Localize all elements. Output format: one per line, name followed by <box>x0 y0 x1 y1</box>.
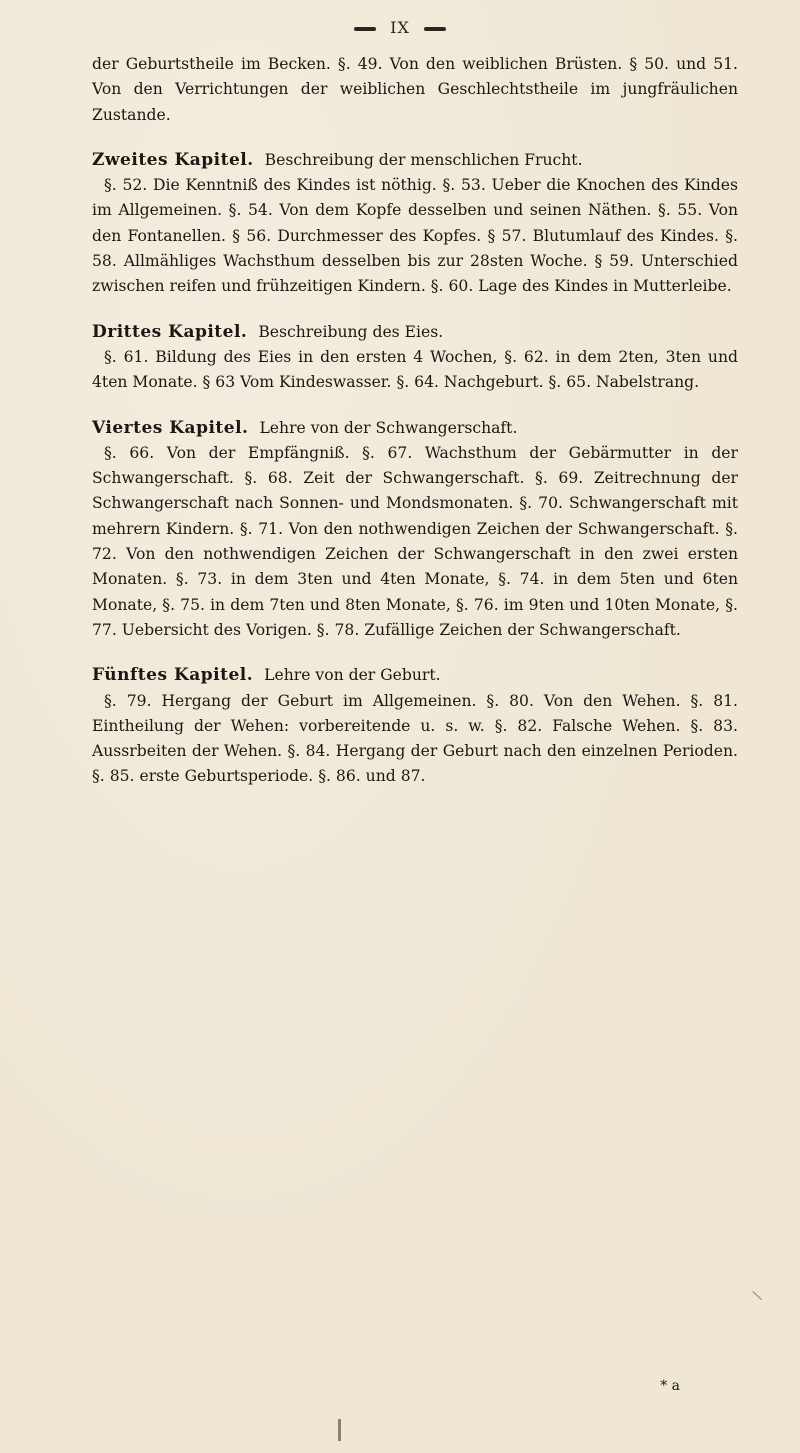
chapter-heading: Drittes Kapitel. <box>92 321 248 342</box>
chapter-heading: Fünftes Kapitel. <box>92 665 254 686</box>
chapter-title: Lehre von der Geburt. <box>264 666 441 685</box>
chapter-5 <box>92 663 738 789</box>
chapter-4 <box>92 416 738 644</box>
chapter-title: Lehre von der Schwangerschaft. <box>259 418 518 437</box>
left-flourish-icon <box>354 27 376 31</box>
signature-mark: * a <box>660 1378 680 1394</box>
chapter-paragraph <box>92 320 738 345</box>
chapter-3 <box>92 320 738 396</box>
chapter-heading: Viertes Kapitel. <box>92 417 249 438</box>
chapter-heading: Zweites Kapitel. <box>92 149 254 170</box>
intro-paragraph: der Geburtstheile im Becken. §. 49. Von den weiblichen Brüsten. § 50. und 51. Von den Verrichtungen der weiblichen Geschlechtstheile im jungfräulichen Zustande. <box>92 55 738 124</box>
chapter-contents: §. 79. Hergang der Geburt im Allgemeinen. §. 80. Von den Wehen. §. 81. Eintheilung der Wehen: vorbereitende u. s. w. §. 82. Falsche Wehen. §. 83. Aussrbeiten der Wehen. §. 84. Hergang der Geburt nach den einzelnen Perioden. §. 85. erste Geburtsperiode. §. 86. und 87. <box>92 691 738 786</box>
chapter-2 <box>92 148 738 300</box>
print-mark-icon <box>338 1419 341 1441</box>
page-header <box>0 18 800 37</box>
chapter-contents: §. 52. Die Kenntniß des Kindes ist nöthig. §. 53. Ueber die Knochen des Kindes im Allgemeinen. §. 54. Von dem Kopfe desselben und seinen Näthen. §. 55. Von den Fontanellen. § 56. Durchmesser des Kopfes. § 57. Blutumlauf des Kindes. §. 58. Allmähliges Wachsthum desselben bis zur 28sten Woche. § 59. Unterschied zwischen reifen und frühzeitigen Kindern. §. 60. Lage des Kindes in Mutterleibe. <box>92 176 738 296</box>
chapter-paragraph <box>92 416 738 441</box>
chapter-title: Beschreibung der menschlichen Frucht. <box>264 150 583 169</box>
chapter-contents: §. 61. Bildung des Eies in den ersten 4 Wochen, §. 62. in dem 2ten, 3ten und 4ten Monate. § 63 Vom Kindeswasser. §. 64. Nachgeburt. §. 65. Nabelstrang. <box>92 347 738 392</box>
chapter-contents: §. 66. Von der Empfängniß. §. 67. Wachsthum der Gebärmutter in der Schwangerschaft. §. 68. Zeit der Schwangerschaft. §. 69. Zeitrechnung der Schwangerschaft nach Sonnen- und Mondsmonaten. §. 70. Schwangerschaft mit mehrern Kindern. §. 71. Von den nothwendigen Zeichen der Schwangerschaft. §. 72. Von den nothwendigen Zeichen der Schwangerschaft in den zwei ersten Monaten. §. 73. in dem 3ten und 4ten Monate, §. 74. in dem 5ten und 6ten Monate, §. 75. in dem 7ten und 8ten Monate, §. 76. im 9ten und 10ten Monate, §. 77. Uebersicht des Vorigen. §. 78. Zufällige Zeichen der Schwangerschaft. <box>92 443 738 639</box>
chapter-title: Beschreibung des Eies. <box>258 322 444 341</box>
page-number: IX <box>390 18 410 37</box>
edge-tick-icon: \ <box>751 1287 764 1305</box>
chapter-paragraph <box>92 663 738 688</box>
right-flourish-icon <box>424 27 446 31</box>
chapter-paragraph <box>92 148 738 173</box>
